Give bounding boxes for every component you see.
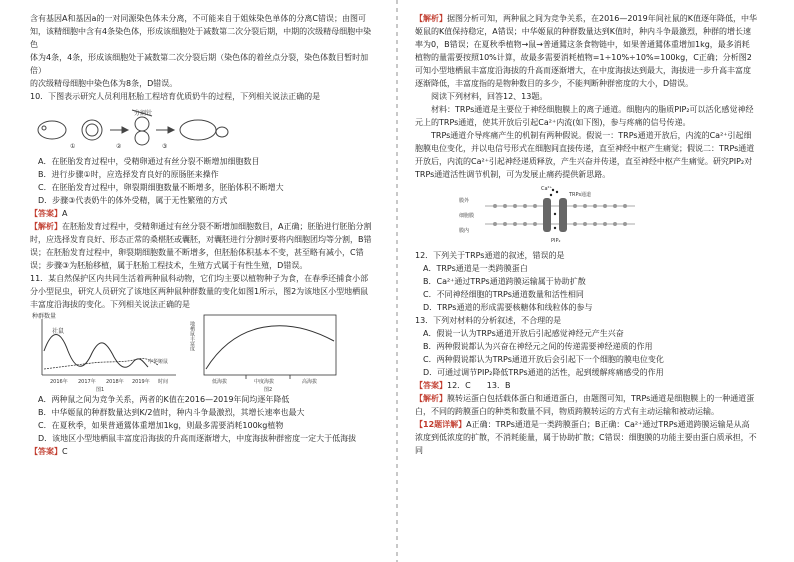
option-b: B．中华姬鼠的种群数量达到K/2值时，种内斗争最激烈，其增长速率也最大 <box>38 408 305 417</box>
text-line: 的次级精母细胞中染色体为8条，D错误。 <box>30 79 178 88</box>
fig1-ylabel: 种群数量 <box>32 313 57 320</box>
answer-tag: 【答案】 <box>30 447 62 456</box>
figure-2-chart <box>190 311 340 393</box>
right-column <box>415 12 757 457</box>
answer-value: A <box>62 209 68 218</box>
detail-text: A正确：TRPs通道是一类跨膜蛋白；B正确：Ca²⁺通过TRPs通道跨膜运输是从高浓度到低浓度的扩散，不消耗能量，属于协助扩散；C错误：细胞膜的功能主要由蛋白质承担，不同 <box>415 420 757 455</box>
solution-tag: 【解析】 <box>415 14 447 23</box>
figure-1-chart <box>30 311 180 393</box>
series-1-label: 社鼠 <box>52 328 65 335</box>
left-column <box>30 12 372 458</box>
material-paragraph-1: 材料：TRPs通道是主要位于神经细胞膜上的离子通道。细胞内的脂质PIP₂可以活化感觉神经元上的TRPs通道，使其开放后引起Ca²⁺内流(如下图)，参与疼痛的信号传递。 <box>415 105 754 127</box>
pip2-label: PIP₂ <box>551 238 561 244</box>
option-a: A．TRPs通道是一类跨膜蛋白 <box>423 264 528 273</box>
material-paragraph-2: TRPs通道介导疼痛产生的机制有两种假说。假说一：TRPs通道开放后，内流的Ca²⁺引起细胞膜电位变化，并以电信号形式在细胞间直接传递，直至神经中枢产生痛觉；假说二：TRPs通道开放后，内流的Ca²⁺引起神经递质释放，产生兴奋并传递，直至神经中枢产生痛觉。研究PIP₂对TRPs通道活性调节机制，可为发展止痛药提供新思路。 <box>415 131 755 179</box>
text-line: 含有基因A和基因a的一对同源染色体未分离，不可能来自于姐妹染色单体的分离C错误；由图可 <box>30 14 366 23</box>
trps-label: TRPs通道 <box>569 192 592 198</box>
option-d: D．该地区小型地栖鼠丰富度沿海拔的升高而逐渐增大，中度海拔种群密度一定大于低海拔 <box>38 434 357 443</box>
question-11: 11．某自然保护区内共同生活着两种鼠科动物，它们均主要以植物种子为食，在春季还捕食小部分小型昆虫，研究人员研究了该地区两种鼠种群数量的变化如图1所示，图2为该地区小型地栖鼠丰富度沿海拔的变化。下列相关说法正确的是 <box>30 274 369 309</box>
ca-label: Ca²⁺ <box>541 186 553 192</box>
option-a: A．在胚胎发育过程中，受精卵通过有丝分裂不断增加细胞数目 <box>38 157 260 166</box>
step-1-label: ① <box>70 143 76 150</box>
option-a: A．两种鼠之间为竞争关系，两者的K值在2016—2019年间均逐年降低 <box>38 395 290 404</box>
solution <box>30 220 372 272</box>
fig1-caption: 图1 <box>96 387 105 393</box>
fig2-xtick: 低海拔 <box>212 379 228 385</box>
solution <box>415 12 757 90</box>
answer-line <box>30 445 372 458</box>
needle-label: 分割针 <box>134 110 153 117</box>
step-3-label: ③ <box>162 143 168 150</box>
option-c: C．在胚胎发育过程中，卵裂期细胞数量不断增多，胚胎体积不断增大 <box>38 183 284 192</box>
solution-text: 在胚胎发育过程中，受精卵通过有丝分裂不断增加细胞数目，A正确；胚胎进行胚胎分割时，应选择发育良好、形态正常的桑椹胚或囊胚，对囊胚进行分割时要将内细胞团均等分割，B错误；在胚胎发育过程中，卵裂期细胞数量不断增多，但胚胎体积基本不变，甚至略有减小，C错误；步骤③为胚胎移植，属于胚胎工程技术，生殖方式属于有性生殖，D错误。 <box>30 222 372 270</box>
option-a: A．假说一认为TRPs通道开放后引起感觉神经元产生兴奋 <box>423 329 624 338</box>
question-10: 10．下图表示研究人员利用胚胎工程培育优质奶牛的过程，下列相关说法正确的是 <box>30 92 321 101</box>
channel-right-half <box>559 198 567 232</box>
option-b: B．两种假说都认为兴奋在神经元之间的传递需要神经递质的作用 <box>423 342 653 351</box>
channel-left-half <box>543 198 551 232</box>
text-line: 知，该精细胞中含有4条染色体，形成该细胞处于减数第二次分裂后期，中期的次级精母细胞中染色 <box>30 27 372 49</box>
column-divider <box>396 0 398 562</box>
detail <box>415 418 757 457</box>
fig2-xtick: 高海拔 <box>302 379 318 385</box>
richness-curve <box>206 326 334 369</box>
question-13: 13．下列对材料的分析叙述，不合理的是 <box>415 316 562 325</box>
solution-text: 据图分析可知，两种鼠之间为竞争关系，在2016—2019年间社鼠的K值逐年降低，中华姬鼠的K值保持稳定，A错误；中华姬鼠的种群数量达到K值时，种内斗争最激烈，种群的增长速率为0，B错误；在夏秋季植物→鼠→普通鵟这条食物链中，如果普通鵟体重增加1kg，最多消耗植物的量需要按照10%计算，故最多需要消耗植物=1÷10%÷10%=100kg，C正确；分析图2可知小型地栖鼠丰富度沿海拔的升高而逐渐增大，在中度海拔达到最大，海拔进一步升高丰富度逐渐降低，丰富度指的是物种数目的多少，不能判断种群密度的大小，D错误。 <box>415 14 757 88</box>
series-2-label: 中华姬鼠 <box>148 359 169 365</box>
trps-channel-diagram <box>455 184 655 246</box>
text-line: 体为4条，4条，形成该细胞处于减数第二次分裂后期（染色体的着丝点分裂，染色体数目暂时加倍） <box>30 53 369 75</box>
inner-label: 膜内 <box>459 228 470 234</box>
fig2-ylabel: 地栖鼠丰富度 <box>189 321 195 351</box>
detail-tag: 【12题详解】 <box>415 420 467 429</box>
solution-tag: 【解析】 <box>30 222 62 231</box>
question-12: 12．下列关于TRPs通道的叙述，错误的是 <box>415 251 565 260</box>
answer-tag: 【答案】 <box>30 209 62 218</box>
answer-value: 12．C 13．B <box>447 381 511 390</box>
answer-tag: 【答案】 <box>415 381 447 390</box>
option-d: D．可通过调节PIP₂降低TRPs通道的活性，起到缓解疼痛感受的作用 <box>423 368 664 377</box>
figures-row <box>30 311 372 393</box>
fig1-xtick: 2019年 <box>132 379 150 385</box>
fig1-xtick: 2016年 <box>50 379 68 385</box>
fig1-xtick: 2017年 <box>78 379 96 385</box>
fig1-xtick: 2018年 <box>106 379 124 385</box>
solution <box>415 392 757 418</box>
option-c: C．不同神经细胞的TRPs通道数量和活性相同 <box>423 290 584 299</box>
step-2-label: ② <box>116 143 122 150</box>
option-d: D．步骤③代表奶牛的体外受精，属于无性繁殖的方式 <box>38 196 228 205</box>
answer-line <box>30 207 372 220</box>
membrane-label: 细胞膜 <box>459 213 475 219</box>
solution-tag: 【解析】 <box>415 394 447 403</box>
embryo-transfer-figure <box>30 106 230 152</box>
answer-line <box>415 379 757 392</box>
solution-text: 膜转运蛋白包括载体蛋白和通道蛋白，由题图可知，TRPs通道是细胞膜上的一种通道蛋白，不同的跨膜蛋白的种类和数量不同，物质跨膜转运的方式有主动运输和被动运输。 <box>415 394 755 416</box>
answer-value: C <box>62 447 68 456</box>
fig2-caption: 图2 <box>264 387 273 393</box>
option-b: B．Ca²⁺通过TRPs通道跨膜运输属于协助扩散 <box>423 277 586 286</box>
option-d: D．TRPs通道的形成需要核糖体和线粒体的参与 <box>423 303 593 312</box>
reading-intro: 阅读下列材料，回答12、13题。 <box>431 92 548 101</box>
outer-label: 膜外 <box>459 198 470 204</box>
option-b: B．进行步骤①时，应选择发育良好的原肠胚来操作 <box>38 170 219 179</box>
fig1-xtick: 时间 <box>158 379 169 385</box>
option-c: C．两种假说都认为TRPs通道开放后会引起下一个细胞的膜电位变化 <box>423 355 664 364</box>
fig2-xtick: 中度海拔 <box>254 379 275 385</box>
option-c: C．在夏秋季，如果普通鵟体重增加1kg，则最多需要消耗100kg植物 <box>38 421 284 430</box>
